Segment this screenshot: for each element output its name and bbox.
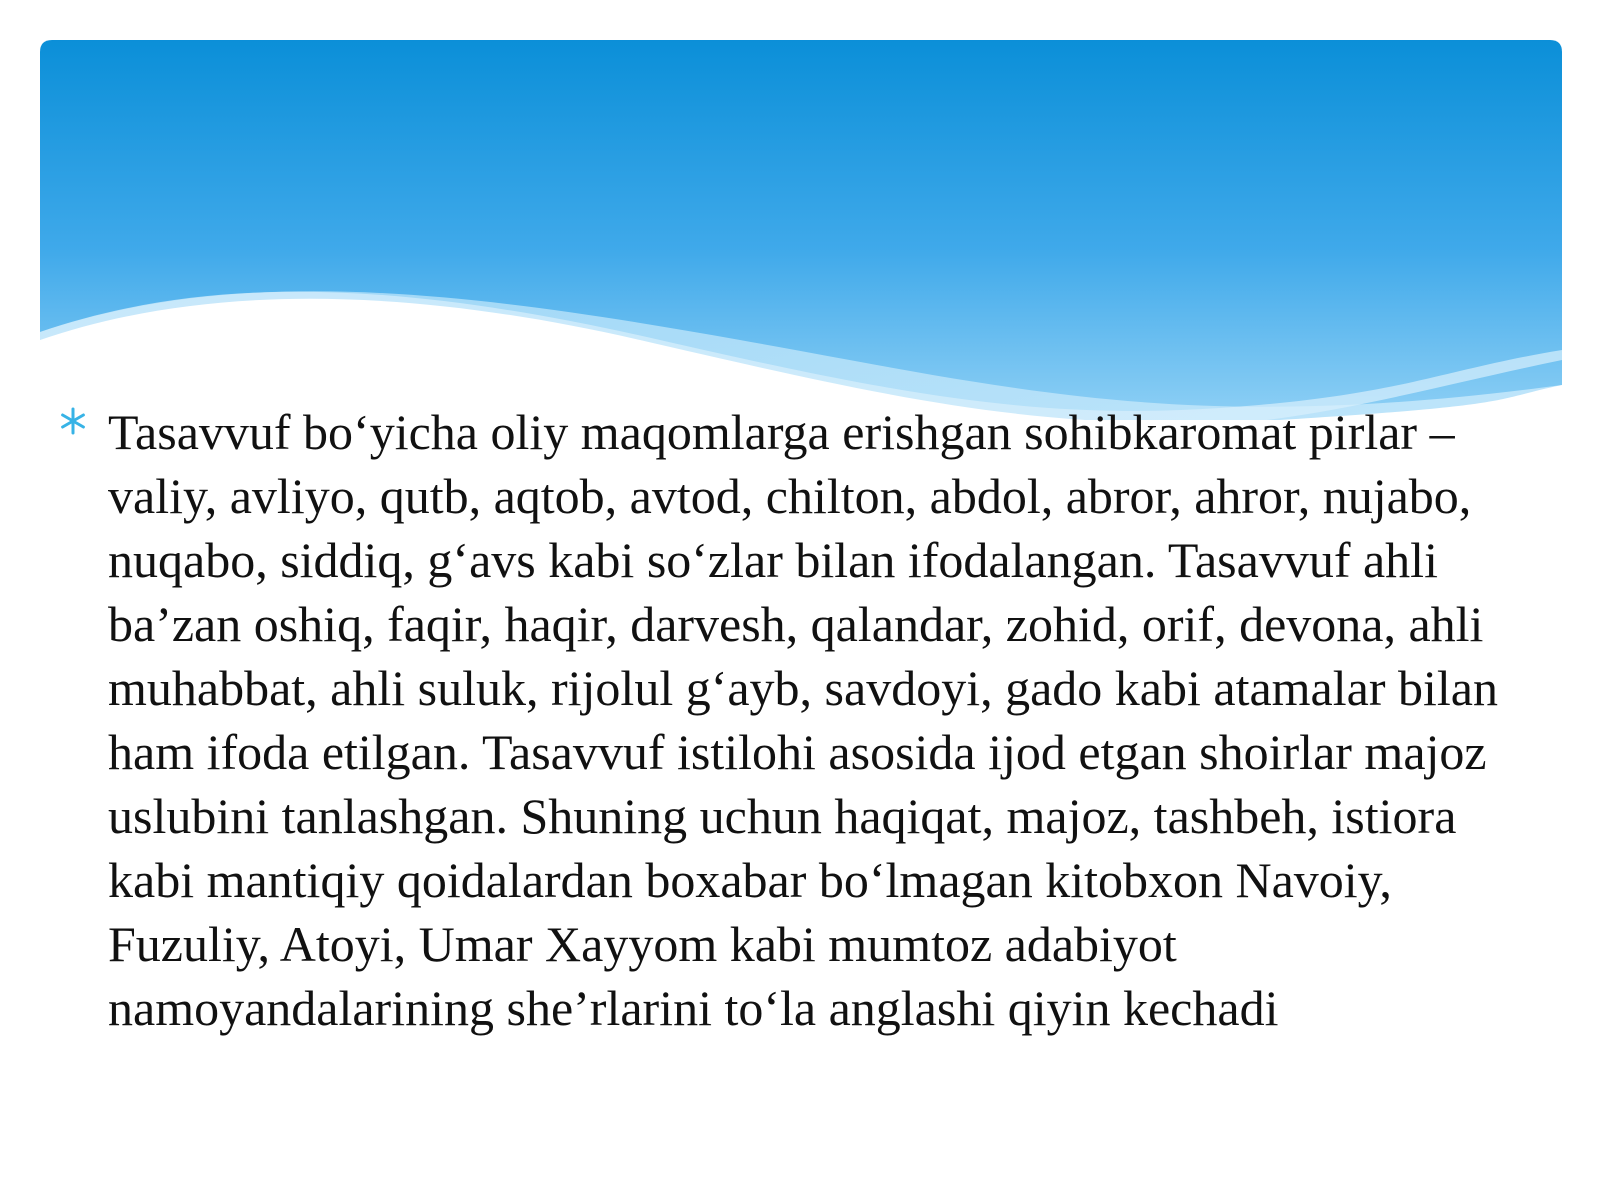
bullet-text: Tasavvuf bo‘yicha oliy maqomlarga erishgan sohibkaromat pirlar – valiy, avliyo, qutb, aqtob, avtod, chilton, abdol, abror, ahror, nujabo, nuqabo, siddiq, g‘avs kabi so‘zlar bilan ifodalangan. Tasavvuf ahli ba’zan oshiq, faqir, haqir, darvesh, qalandar, zohid, orif, devona, ahli muhabbat, ahli suluk, rijolul g‘ayb, savdoyi, gado kabi atamalar bilan ham ifoda etilgan. Tasavvuf istilohi asosida ijod etgan shoirlar majoz uslubini tanlashgan. Shuning uchun haqiqat, majoz, tashbeh, istiora kabi mantiqiy qoidalardan boxabar bo‘lmagan kitobxon Navoiy, Fuzuliy, Atoyi, Umar Xayyom kabi mumtoz adabiyot namoyandalarining she’rlarini to‘la anglashi qiyin kechadi: [108, 404, 1498, 1036]
asterisk-bullet-icon: [58, 406, 88, 436]
sky-wave-banner: [40, 40, 1562, 420]
wave-graphic: [40, 40, 1562, 420]
